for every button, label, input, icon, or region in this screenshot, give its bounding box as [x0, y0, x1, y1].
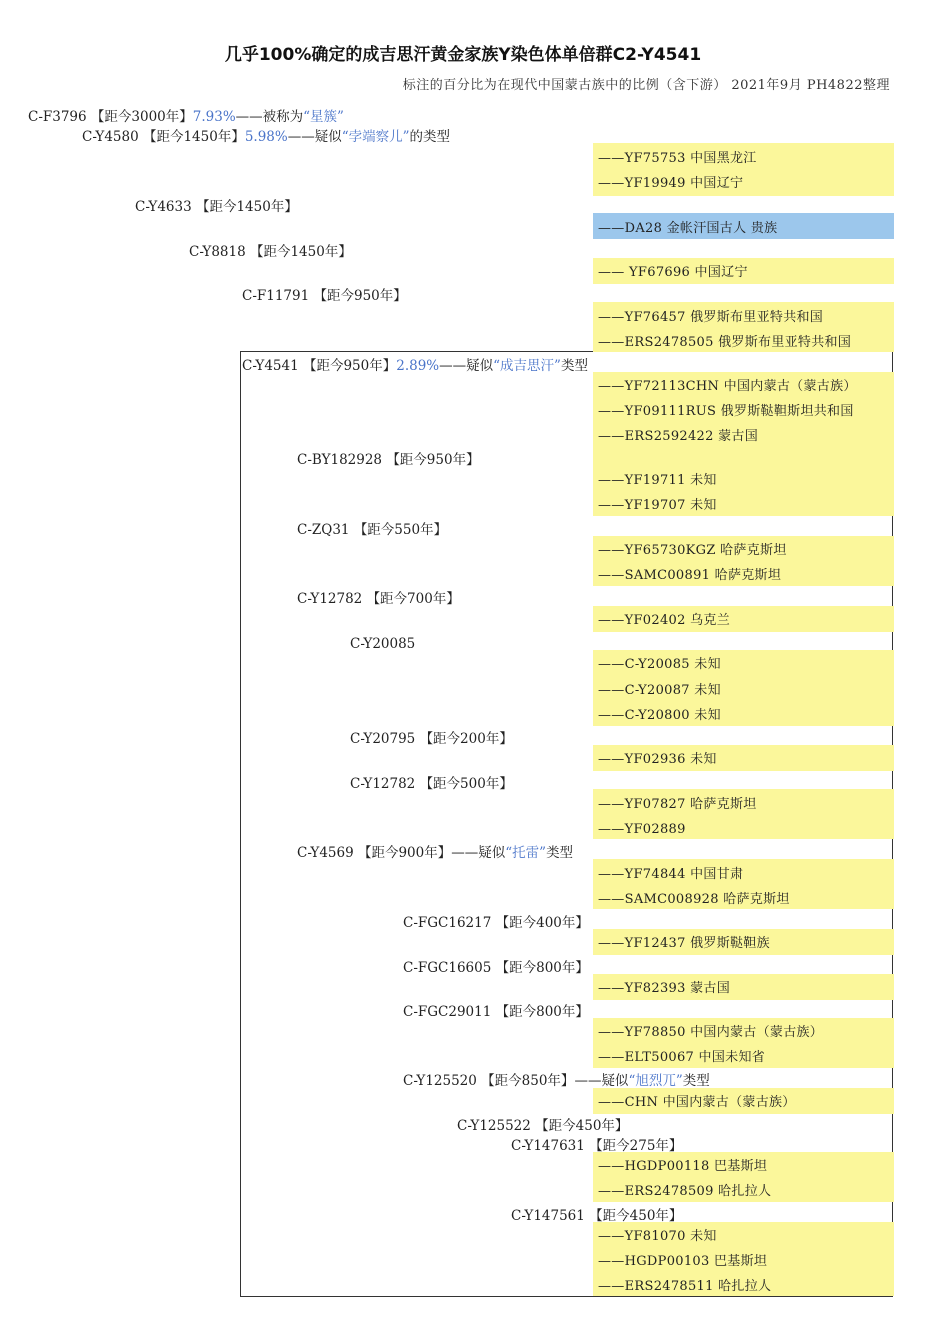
node-age: 【距今500年】 [419, 776, 513, 792]
haplogroup-node [511, 1207, 682, 1225]
sample-entry [598, 751, 717, 769]
haplogroup-node [297, 844, 573, 862]
sample-code: ERS2592422 [624, 429, 714, 444]
node-age: 【距今800年】 [495, 1004, 589, 1020]
haplogroup-node [457, 1117, 628, 1135]
node-id: C-BY182928 [297, 452, 387, 468]
haplogroup-node [189, 243, 352, 261]
sample-branch-dash: —— [598, 265, 625, 280]
haplogroup-node [403, 1072, 710, 1090]
sample-branch-dash: —— [598, 657, 625, 672]
sample-location: 哈萨克斯坦 [718, 892, 790, 907]
sample-code: YF65730KGZ [624, 543, 716, 558]
sample-branch-dash: —— [598, 1184, 625, 1199]
node-id: C-Y4633 [135, 199, 196, 215]
sample-code: YF72113CHN [624, 379, 720, 394]
sample-location: 巴基斯坦 [709, 1159, 768, 1174]
sample-code: YF76457 [624, 310, 686, 325]
node-note-name: “孛端察儿” [341, 129, 410, 145]
sample-location: 金帐汗国古人 贵族 [662, 221, 778, 236]
sample-entry [598, 980, 730, 998]
sample-location: 未知 [685, 752, 717, 767]
haplogroup-node [403, 914, 589, 932]
sample-code: DA28 [624, 221, 663, 236]
sample-branch-dash: —— [598, 379, 625, 394]
sample-branch-dash: —— [598, 335, 625, 350]
sample-location: 乌克兰 [685, 613, 731, 628]
sample-code: ERS2478509 [624, 1184, 714, 1199]
node-id: C-Y20795 [350, 731, 420, 747]
sample-branch-dash: —— [598, 310, 625, 325]
node-percentage: 2.89% [396, 358, 440, 374]
sample-branch-dash: —— [598, 568, 625, 583]
sample-branch-dash: —— [598, 1025, 625, 1040]
sample-branch-dash: —— [598, 176, 625, 191]
sample-entry [598, 1253, 767, 1271]
haplogroup-node [242, 357, 588, 375]
sample-branch-dash: —— [598, 892, 625, 907]
sample-location: 巴基斯坦 [709, 1254, 768, 1269]
sample-branch-dash: —— [598, 404, 625, 419]
sample-location: 哈萨克斯坦 [710, 568, 782, 583]
sample-code: YF07827 [624, 797, 686, 812]
haplogroup-node [242, 287, 407, 305]
sample-entry [598, 264, 748, 282]
sample-branch-dash: —— [598, 867, 625, 882]
sample-branch-dash: —— [598, 498, 625, 513]
sample-entry [598, 682, 721, 700]
sample-location: 中国内蒙古（蒙古族） [685, 1025, 824, 1040]
haplogroup-node [511, 1137, 682, 1155]
sample-location: 中国甘肃 [685, 867, 744, 882]
sample-entry [598, 334, 851, 352]
sample-code: YF19711 [624, 473, 686, 488]
sample-branch-dash: —— [598, 221, 625, 236]
haplogroup-node [350, 635, 415, 653]
sample-branch-dash: —— [598, 1229, 625, 1244]
sample-location: 中国内蒙古（蒙古族） [719, 379, 857, 394]
sample-entry [598, 497, 717, 515]
node-note-name: “星簇” [303, 109, 344, 125]
sample-entry [598, 1049, 765, 1067]
sample-entry [598, 1024, 823, 1042]
sample-branch-dash: —— [598, 708, 625, 723]
node-age: 【距今900年】 [357, 845, 452, 861]
sample-entry [598, 1183, 771, 1201]
sample-location: 俄罗斯鞑靼斯坦共和国 [716, 404, 854, 419]
sample-code: ELT50067 [624, 1050, 695, 1065]
node-age: 【距今1450年】 [142, 129, 245, 145]
sample-code: YF74844 [624, 867, 686, 882]
sample-entry [598, 403, 854, 421]
haplogroup-node [297, 521, 447, 539]
node-age: 【距今550年】 [353, 522, 448, 538]
sample-branch-dash: —— [598, 1279, 625, 1294]
sample-entry [598, 175, 743, 193]
sample-location: 俄罗斯布里亚特共和国 [713, 335, 852, 350]
node-id: C-Y4569 [297, 845, 358, 861]
haplogroup-node [403, 959, 589, 977]
sample-location: 蒙古国 [685, 981, 731, 996]
sample-location: 哈扎拉人 [713, 1279, 772, 1294]
sample-branch-dash: —— [598, 151, 625, 166]
node-percentage: 5.98% [244, 129, 288, 145]
sample-code: YF02889 [624, 822, 686, 837]
node-id: C-Y20085 [350, 636, 416, 652]
sample-location: 中国黑龙江 [685, 151, 757, 166]
sample-entry [598, 1278, 771, 1296]
node-note-name: “成吉思汗” [493, 358, 561, 374]
sample-code: YF19949 [624, 176, 686, 191]
node-id: C-Y8818 [189, 244, 250, 260]
sample-location: 未知 [685, 498, 717, 513]
node-age: 【距今850年】 [481, 1073, 575, 1089]
node-id: C-Y4580 [82, 129, 143, 145]
node-note-suffix: 类型 [682, 1073, 710, 1089]
node-note-prefix: ——被称为 [235, 109, 304, 125]
haplogroup-node [350, 730, 513, 748]
node-id: C-F11791 [242, 288, 314, 304]
sample-code: YF02402 [624, 613, 686, 628]
sample-branch-dash: —— [598, 613, 625, 628]
sample-branch-dash: —— [598, 683, 625, 698]
sample-branch-dash: —— [598, 1254, 625, 1269]
sample-location: 未知 [689, 708, 721, 723]
haplogroup-node [297, 451, 480, 469]
node-id: C-Y147631 [511, 1138, 590, 1154]
node-age: 【距今1450年】 [249, 244, 352, 260]
haplogroup-node [28, 108, 344, 126]
node-age: 【距今275年】 [589, 1138, 683, 1154]
node-age: 【距今3000年】 [90, 109, 193, 125]
node-id: C-ZQ31 [297, 522, 354, 538]
sample-code: YF67696 [624, 265, 691, 280]
sample-code: SAMC008928 [624, 892, 719, 907]
node-id: C-Y125520 [403, 1073, 482, 1089]
node-age: 【距今450年】 [589, 1208, 683, 1224]
sample-location: 中国辽宁 [690, 265, 748, 280]
sample-location: 中国内蒙古（蒙古族） [658, 1095, 796, 1110]
node-age: 【距今950年】 [386, 452, 480, 468]
sample-branch-dash: —— [598, 429, 625, 444]
sample-entry [598, 935, 770, 953]
haplogroup-node [82, 128, 450, 146]
sample-entry [598, 1158, 767, 1176]
node-age: 【距今200年】 [419, 731, 513, 747]
page-title: 几乎100%确定的成吉思汗黄金家族Y染色体单倍群C2-Y4541 [224, 45, 702, 65]
sample-code: HGDP00118 [624, 1159, 710, 1174]
sample-entry [598, 821, 686, 839]
sample-branch-dash: —— [598, 1050, 625, 1065]
sample-code: SAMC00891 [624, 568, 711, 583]
node-age: 【距今450年】 [535, 1118, 629, 1134]
sample-code: YF81070 [624, 1229, 686, 1244]
sample-entry [598, 707, 721, 725]
sample-entry [598, 612, 730, 630]
node-note-name: “旭烈兀” [628, 1073, 683, 1089]
node-note-prefix: ——疑似 [451, 845, 506, 861]
sample-code: YF02936 [624, 752, 686, 767]
node-age: 【距今1450年】 [195, 199, 298, 215]
sample-branch-dash: —— [598, 1159, 625, 1174]
sample-code: YF09111RUS [624, 404, 717, 419]
sample-code: CHN [624, 1095, 659, 1110]
sample-code: YF12437 [624, 936, 686, 951]
sample-location: 未知 [689, 683, 721, 698]
sample-code: YF75753 [624, 151, 686, 166]
sample-entry [598, 796, 757, 814]
sample-entry [598, 866, 743, 884]
sample-entry [598, 309, 823, 327]
sample-entry [598, 891, 790, 909]
node-id: C-Y12782 [297, 591, 367, 607]
node-note-prefix: ——疑似 [287, 129, 342, 145]
sample-branch-dash: —— [598, 752, 625, 767]
node-id: C-FGC16605 [403, 960, 496, 976]
haplogroup-node [350, 775, 513, 793]
node-note-name: “托雷” [505, 845, 547, 861]
sample-code: YF82393 [624, 981, 686, 996]
sample-location: 俄罗斯鞑靼族 [685, 936, 770, 951]
sample-entry [598, 656, 721, 674]
node-id: C-Y4541 [242, 358, 303, 374]
node-note-suffix: 的类型 [409, 129, 451, 145]
sample-entry [598, 220, 777, 238]
sample-entry [598, 150, 757, 168]
sample-entry [598, 428, 758, 446]
sample-location: 中国辽宁 [685, 176, 744, 191]
sample-location: 俄罗斯布里亚特共和国 [685, 310, 824, 325]
node-id: C-Y125522 [457, 1118, 536, 1134]
sample-code: HGDP00103 [624, 1254, 710, 1269]
sample-entry [598, 567, 781, 585]
sample-location: 蒙古国 [713, 429, 759, 444]
sample-branch-dash: —— [598, 543, 625, 558]
sample-code: C-Y20800 [624, 708, 690, 723]
sample-entry [598, 542, 787, 560]
sample-branch-dash: —— [598, 797, 625, 812]
node-age: 【距今950年】 [313, 288, 407, 304]
sample-entry [598, 1094, 796, 1112]
sample-location: 未知 [689, 657, 721, 672]
node-age: 【距今700年】 [366, 591, 460, 607]
sample-location: 未知 [685, 473, 717, 488]
node-note-suffix: 类型 [546, 845, 574, 861]
sample-code: ERS2478511 [624, 1279, 714, 1294]
sample-code: YF19707 [624, 498, 686, 513]
sample-location: 哈扎拉人 [713, 1184, 772, 1199]
sample-branch-dash: —— [598, 981, 625, 996]
sample-entry [598, 472, 717, 490]
node-age: 【距今400年】 [495, 915, 589, 931]
sample-code: C-Y20085 [624, 657, 690, 672]
haplogroup-node [297, 590, 460, 608]
sample-location: 中国未知省 [694, 1050, 766, 1065]
node-percentage: 7.93% [192, 109, 236, 125]
sample-entry [598, 378, 857, 396]
sample-code: ERS2478505 [624, 335, 714, 350]
haplogroup-node [403, 1003, 589, 1021]
sample-branch-dash: —— [598, 936, 625, 951]
sample-location: 哈萨克斯坦 [685, 797, 757, 812]
node-id: C-F3796 [28, 109, 91, 125]
sample-code: C-Y20087 [624, 683, 690, 698]
node-id: C-FGC29011 [403, 1004, 496, 1020]
sample-branch-dash: —— [598, 1095, 625, 1110]
node-note-prefix: ——疑似 [439, 358, 494, 374]
haplogroup-node [135, 198, 298, 216]
node-note-prefix: ——疑似 [574, 1073, 629, 1089]
sample-branch-dash: —— [598, 822, 625, 837]
sample-branch-dash: —— [598, 473, 625, 488]
node-note-suffix: 类型 [560, 358, 588, 374]
sample-location: 哈萨克斯坦 [715, 543, 787, 558]
page-subtitle: 标注的百分比为在现代中国蒙古族中的比例（含下游） 2021年9月 PH4822整理 [402, 78, 890, 93]
node-age: 【距今950年】 [302, 358, 397, 374]
node-id: C-Y147561 [511, 1208, 590, 1224]
node-id: C-Y12782 [350, 776, 420, 792]
sample-location: 未知 [685, 1229, 717, 1244]
node-age: 【距今800年】 [495, 960, 589, 976]
node-id: C-FGC16217 [403, 915, 496, 931]
sample-entry [598, 1228, 717, 1246]
sample-code: YF78850 [624, 1025, 686, 1040]
